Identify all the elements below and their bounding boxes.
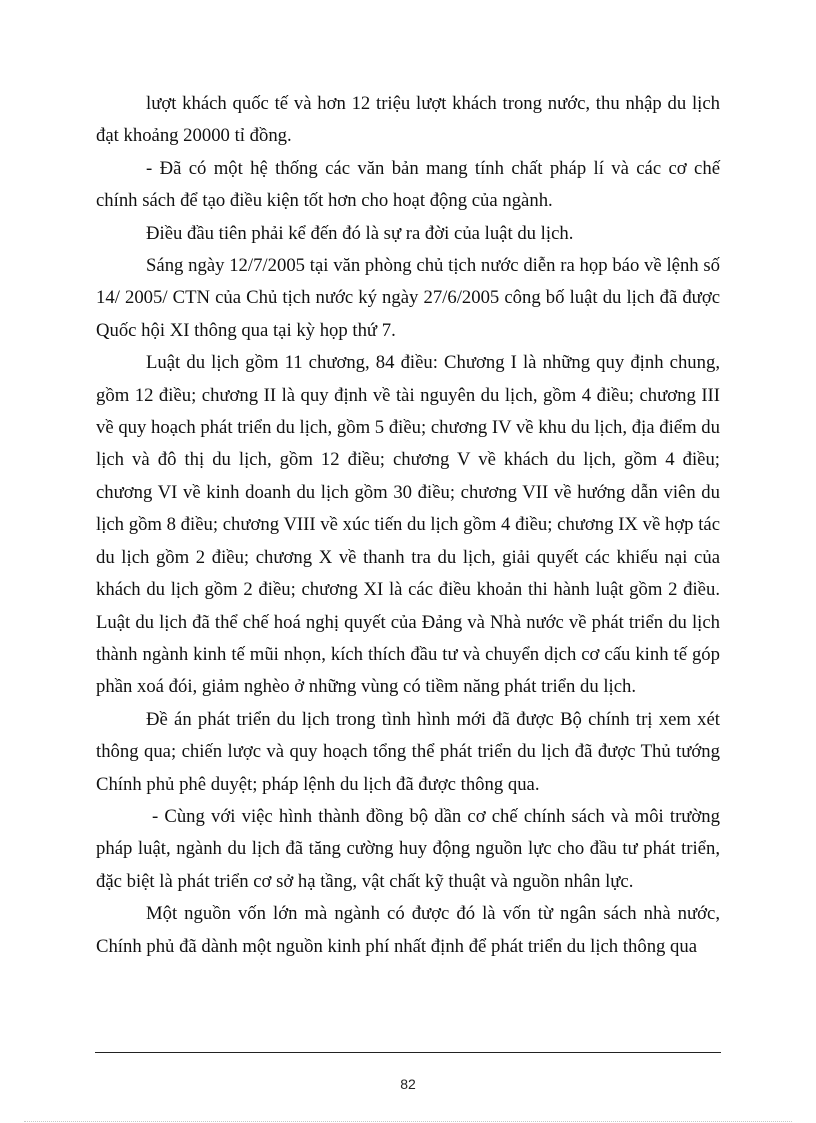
paragraph-tourism-law-intro: Điều đầu tiên phải kể đến đó là sự ra đời của luật du lịch. bbox=[146, 222, 574, 244]
paragraph-law-chapters: Luật du lịch gồm 11 chương, 84 điều: Chương I là những quy định chung, gồm 12 điều; chương II là quy định về tài nguyên du lịch, gồm 4 điều; chương III về quy hoạch phát triển du lịch, gồm 5 điều; chương IV về khu du lịch, địa điểm du lịch và đô thị du lịch, gồm 12 điều; chương V về khách du lịch, gồm 4 điều; chương VI về kinh doanh du lịch gồm 30 điều; chương VII về hướng dẫn viên du lịch gồm 8 điều; chương VIII về xúc tiến du lịch gồm 4 điều; chương IX về hợp tác du lịch gồm 2 điều; chương X về thanh tra du lịch, giải quyết các khiếu nại của khách du lịch gồm 2 điều; chương XI là các điều khoản thi hành luật gồm 2 điều. Luật du lịch đã thể chế hoá nghị quyết của Đảng và Nhà nước về phát triển du lịch thành ngành kinh tế mũi nhọn, kích thích đầu tư và chuyển dịch cơ cấu kinh tế góp phần xoá đói, giảm nghèo ở những vùng có tiềm năng phát triển du lịch. bbox=[96, 352, 720, 698]
page-bottom-border bbox=[24, 1121, 792, 1122]
page-body bbox=[96, 88, 720, 963]
footer-divider bbox=[95, 1052, 721, 1053]
paragraph-development-plan: Đề án phát triển du lịch trong tình hình mới đã được Bộ chính trị xem xét thông qua; chiến lược và quy hoạch tổng thể phát triển du lịch đã được Thủ tướng Chính phủ phê duyệt; pháp lệnh du lịch đã được thông qua. bbox=[96, 708, 720, 795]
paragraph-state-budget: Một nguồn vốn lớn mà ngành có được đó là vốn từ ngân sách nhà nước, Chính phủ đã dành một nguồn kinh phí nhất định để phát triển du lịch thông qua bbox=[96, 903, 720, 957]
paragraph-legal-system: - Đã có một hệ thống các văn bản mang tính chất pháp lí và các cơ chế chính sách để tạo điều kiện tốt hơn cho hoạt động của ngành. bbox=[96, 157, 720, 212]
page-number: 82 bbox=[400, 1076, 416, 1092]
paragraph-resource-mobilization: - Cùng với việc hình thành đồng bộ dần cơ chế chính sách và môi trường pháp luật, ngành du lịch đã tăng cường huy động nguồn lực cho đầu tư phát triển, đặc biệt là phát triển cơ sở hạ tầng, vật chất kỹ thuật và nguồn nhân lực. bbox=[96, 805, 720, 892]
paragraph-continuation: lượt khách quốc tế và hơn 12 triệu lượt khách trong nước, thu nhập du lịch đạt khoảng 20000 tỉ đồng. bbox=[96, 93, 720, 147]
paragraph-press-conference: Sáng ngày 12/7/2005 tại văn phòng chủ tịch nước diễn ra họp báo về lệnh số 14/ 2005/ CTN của Chủ tịch nước ký ngày 27/6/2005 công bố luật du lịch đã được Quốc hội XI thông qua tại kỳ họp thứ 7. bbox=[96, 255, 720, 341]
